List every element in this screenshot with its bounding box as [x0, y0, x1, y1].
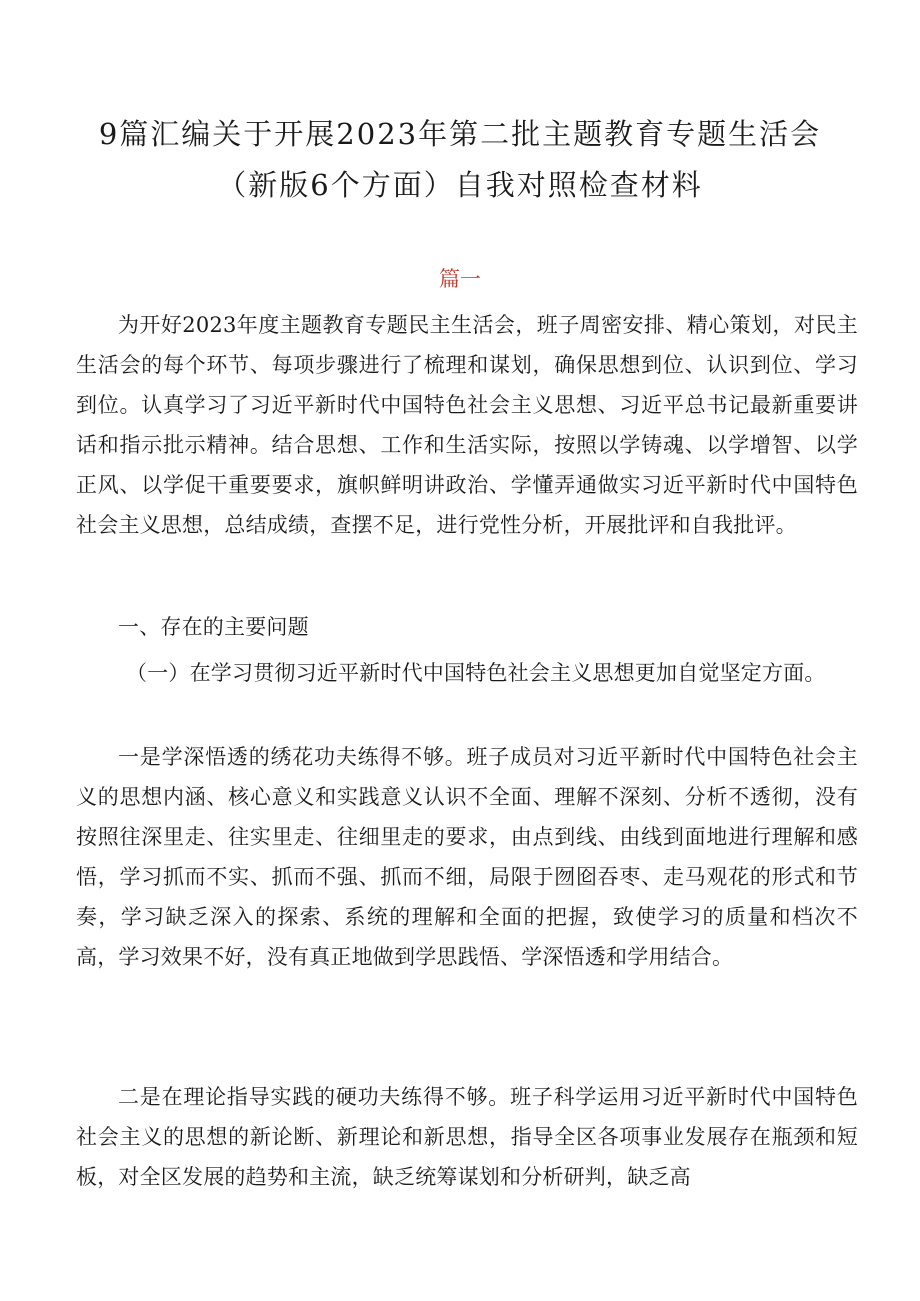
paragraph-intro: 为开好2023年度主题教育专题民主生活会，班子周密安排、精心策划，对民主生活会的每个环节、每项步骤进行了梳理和谋划，确保思想到位、认识到位、学习到位。认真学习了习近平新时代中国特色社会主义思想、习近平总书记最新重要讲话和指示批示精神。结合思想、工作和生活实际，按照以学铸魂、以学增智、以学正风、以学促干重要要求，旗帜鲜明讲政治、学懂弄通做实习近平新时代中国特色社会主义思想，总结成绩，查摆不足，进行党性分析，开展批评和自我批评。: [76, 313, 858, 537]
document-title-line-2: （新版6个方面）自我对照检查材料: [217, 168, 703, 202]
section-label: 篇一: [439, 267, 481, 291]
heading-main-problems: 一、存在的主要问题: [118, 615, 309, 639]
document-title-line-1: 9篇汇编关于开展2023年第二批主题教育专题生活会: [98, 117, 822, 151]
paragraph-point-2: 二是在理论指导实践的硬功夫练得不够。班子科学运用习近平新时代中国特色社会主义的思想的新论断、新理论和新思想，指导全区各项事业发展存在瓶颈和短板，对全区发展的趋势和主流，缺乏统筹谋划和分析研判，缺乏高: [76, 1085, 858, 1189]
heading-subsection-1: （一）在学习贯彻习近平新时代中国特色社会主义思想更加自觉坚定方面。: [126, 661, 826, 685]
paragraph-point-1: 一是学深悟透的绣花功夫练得不够。班子成员对习近平新时代中国特色社会主义的思想内涵、核心意义和实践意义认识不全面、理解不深刻、分析不透彻，没有按照往深里走、往实里走、往细里走的要求，由点到线、由线到面地进行理解和感悟，学习抓而不实、抓而不强、抓而不细，局限于囫囵吞枣、走马观花的形式和节奏，学习缺乏深入的探索、系统的理解和全面的把握，致使学习的质量和档次不高，学习效果不好，没有真正地做到学思践悟、学深悟透和学用结合。: [76, 745, 858, 969]
